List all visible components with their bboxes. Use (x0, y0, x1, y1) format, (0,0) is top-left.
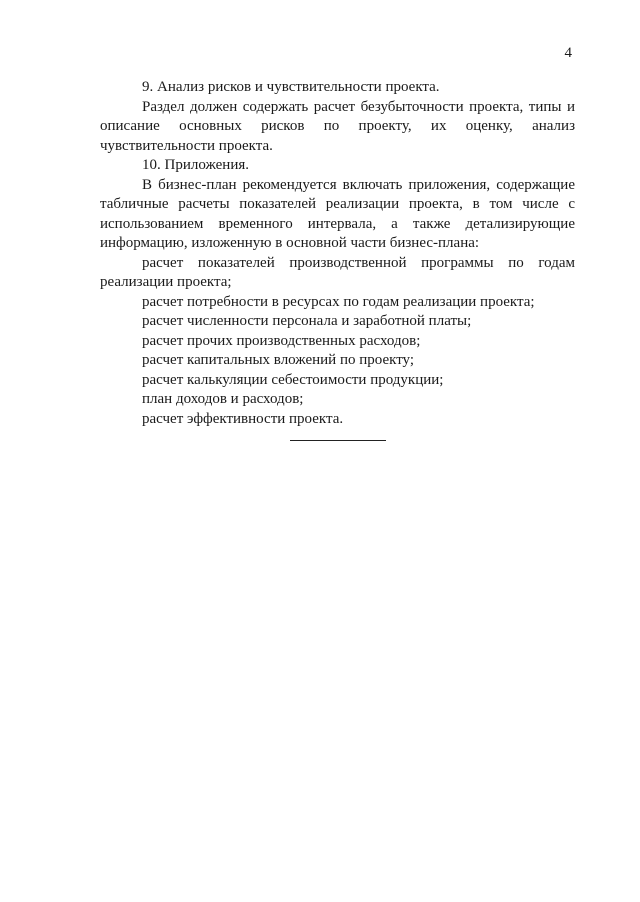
list-item: расчет эффективности проекта. (142, 410, 344, 427)
appendix-list (100, 254, 575, 430)
list-item: расчет потребности в ресурсах по годам реализации проекта; (142, 293, 535, 310)
section-9-heading: 9. Анализ рисков и чувствительности проекта. (142, 79, 440, 95)
list-item: расчет прочих производственных расходов; (142, 332, 421, 349)
page-number: 4 (564, 45, 572, 61)
section-9-body: Раздел должен содержать расчет безубыточности проекта, типы и описание основных рисков по проекту, их оценку, анализ чувствительности проекта. (100, 98, 575, 154)
list-item: расчет капитальных вложений по проекту; (142, 352, 415, 368)
section-10-heading: 10. Приложения. (142, 157, 249, 173)
section-10-intro: В бизнес-план рекомендуется включать приложения, содержащие табличные расчеты показателей реализации проекта, в том числе с использованием временного интервала, а также детализирующие информацию, изложенную в основной части бизнес-плана: (100, 176, 575, 251)
list-item: план доходов и расходов; (142, 391, 304, 407)
document-body (100, 78, 575, 429)
end-separator-line (290, 440, 386, 441)
list-item: расчет показателей производственной программы по годам реализации проекта; (100, 254, 575, 290)
list-item: расчет калькуляции себестоимости продукции; (142, 371, 444, 388)
list-item: расчет численности персонала и заработной платы; (142, 313, 472, 329)
